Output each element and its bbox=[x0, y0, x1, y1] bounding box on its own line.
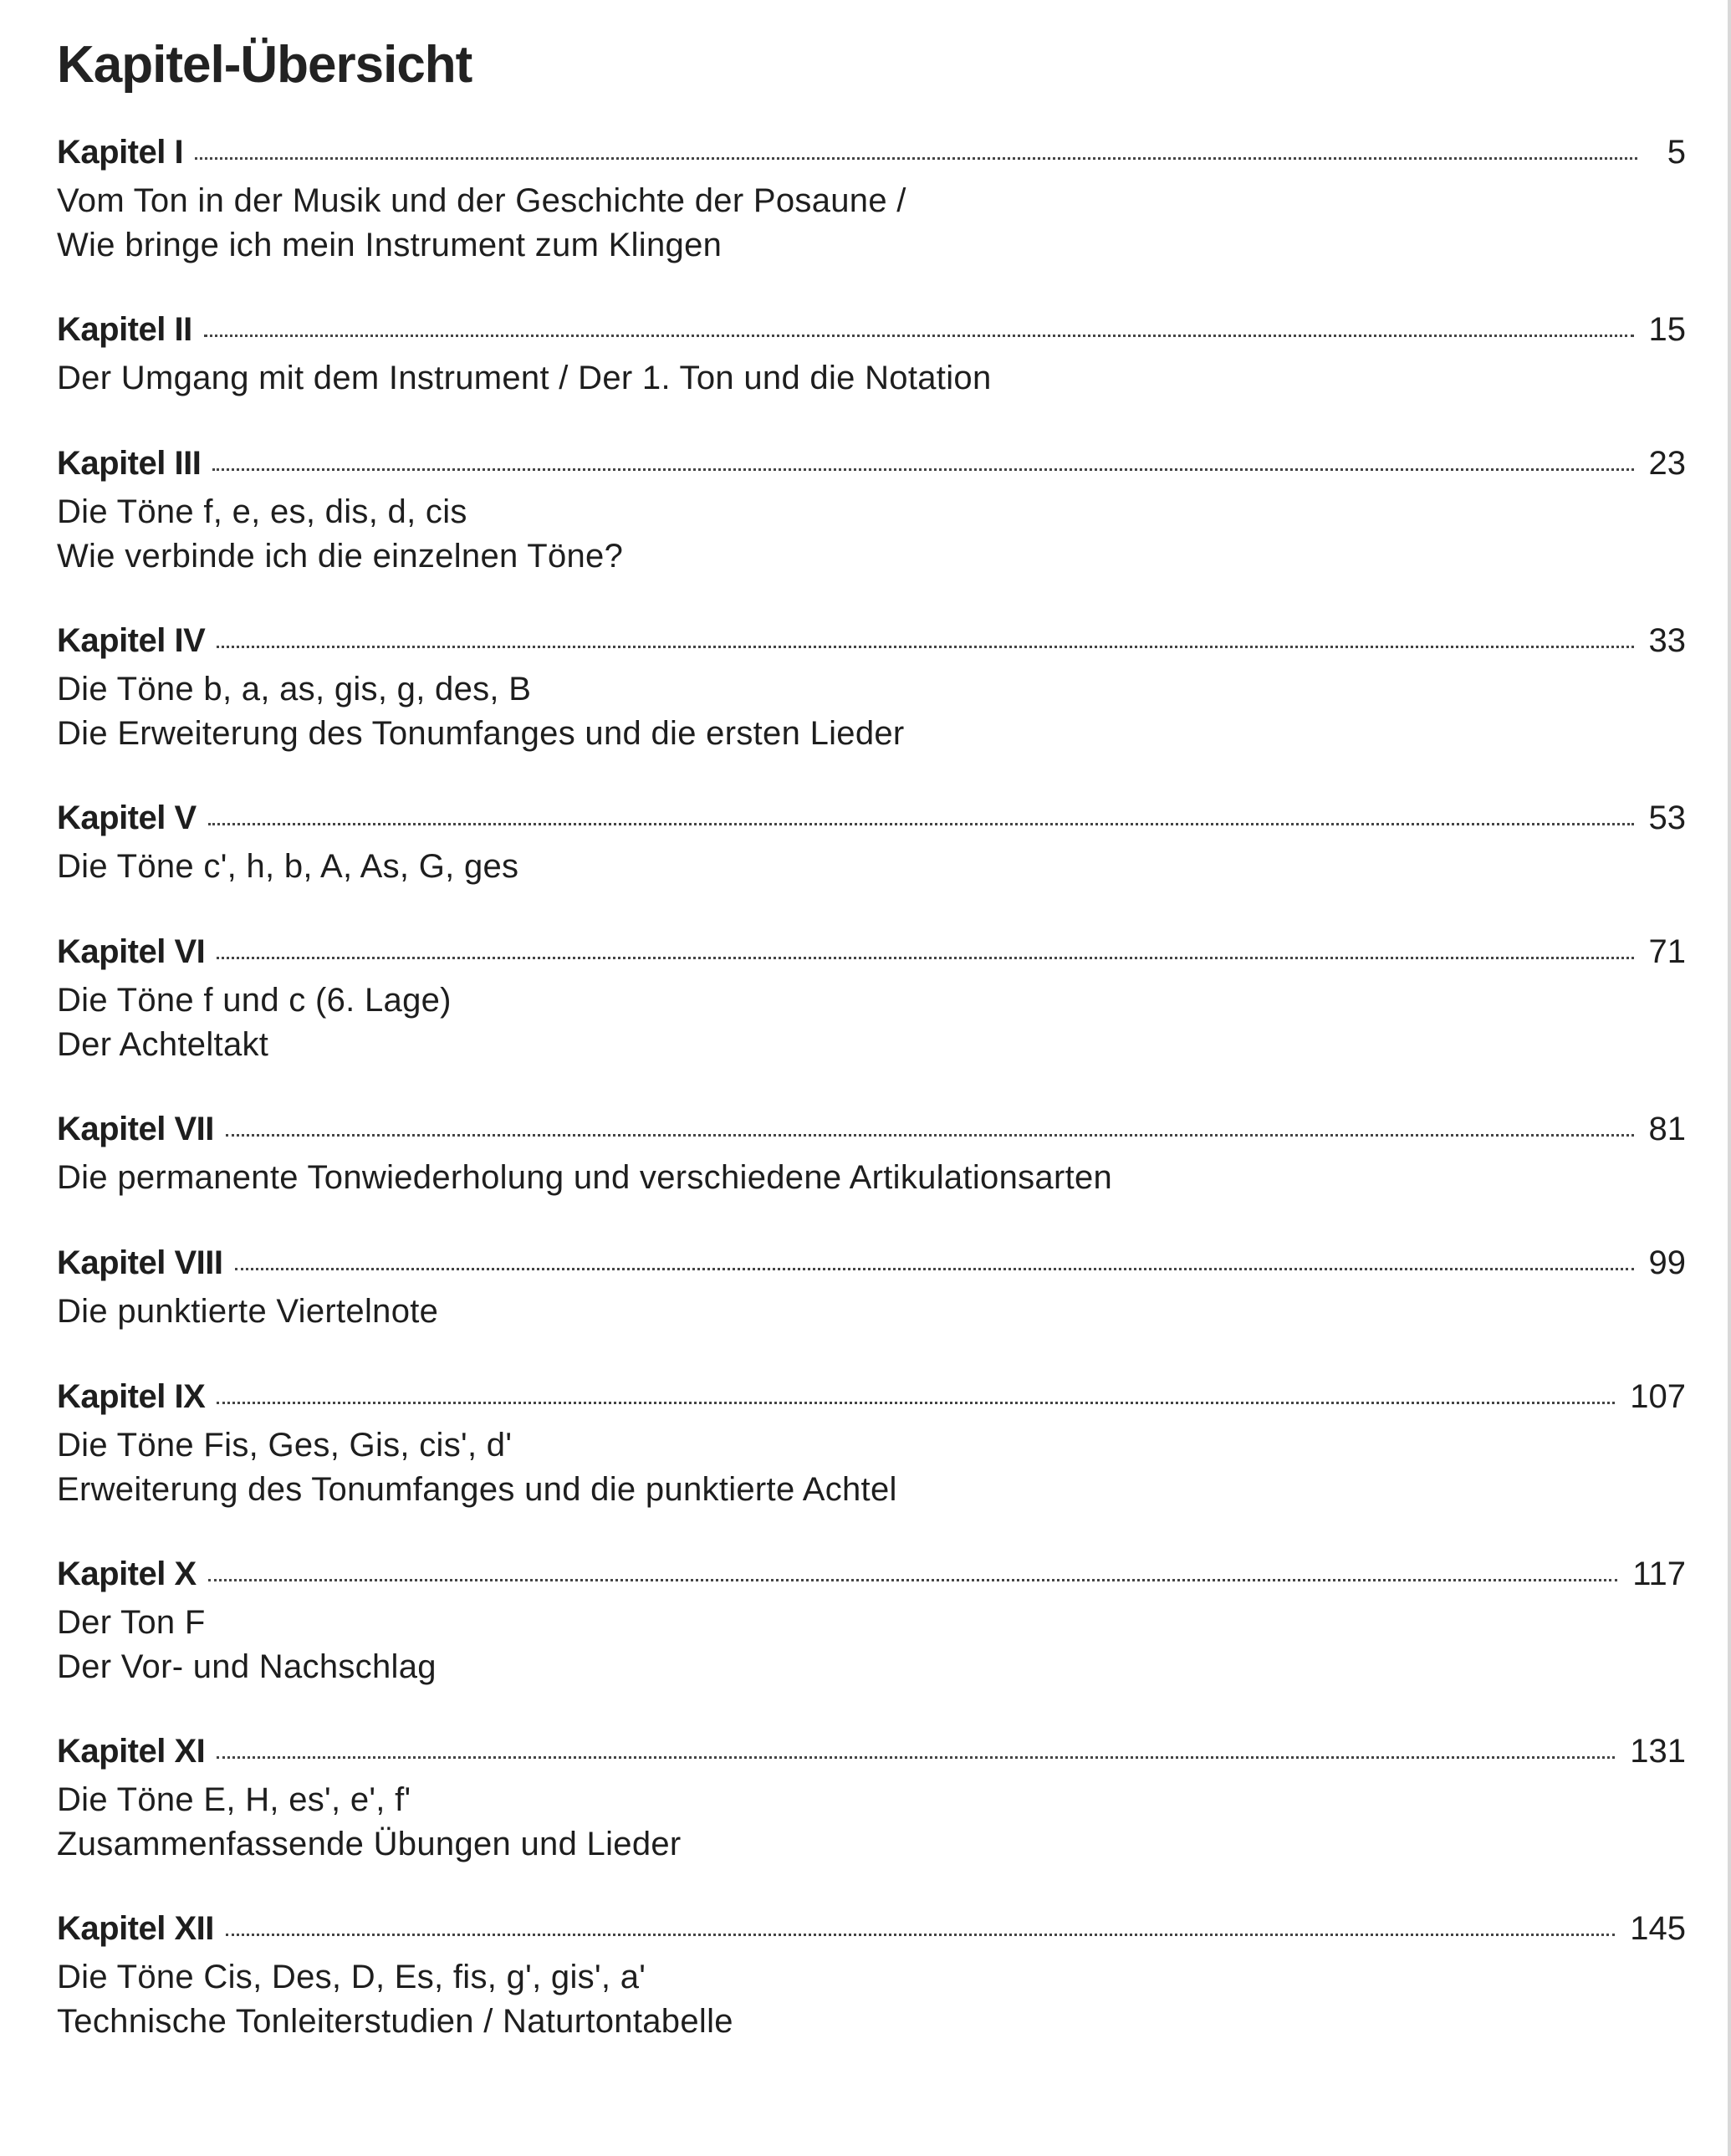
chapter-description-line: Vom Ton in der Musik und der Geschichte der Posaune / bbox=[57, 182, 906, 219]
dot-leader bbox=[208, 1579, 1618, 1581]
chapter-description-line: Der Vor- und Nachschlag bbox=[57, 1648, 437, 1685]
chapter-label: Kapitel VI bbox=[57, 933, 206, 970]
toc-entry-head bbox=[57, 311, 1686, 356]
page-number: 145 bbox=[1630, 1910, 1686, 1947]
chapter-description-line: Erweiterung des Tonumfanges und die punktierte Achtel bbox=[57, 1471, 897, 1508]
page-number: 99 bbox=[1648, 1244, 1686, 1281]
toc-entry-head bbox=[57, 445, 1686, 490]
chapter-label: Kapitel III bbox=[57, 445, 202, 482]
dot-leader bbox=[226, 1134, 1634, 1137]
chapter-description-line: Wie bringe ich mein Instrument zum Klingen bbox=[57, 227, 723, 263]
toc-entry-head bbox=[57, 800, 1686, 845]
toc-entry-11 bbox=[57, 1733, 1686, 1867]
chapter-description-line: Der Ton F bbox=[57, 1604, 206, 1641]
toc-entry-7 bbox=[57, 1111, 1686, 1200]
page-number: 53 bbox=[1648, 800, 1686, 836]
toc-entry-9 bbox=[57, 1378, 1686, 1512]
dot-leader bbox=[217, 1756, 1615, 1759]
chapter-label: Kapitel I bbox=[57, 134, 184, 171]
page-number: 33 bbox=[1648, 622, 1686, 659]
toc-entry-12 bbox=[57, 1910, 1686, 2044]
toc-entry-10 bbox=[57, 1556, 1686, 1689]
chapter-description-line: Wie verbinde ich die einzelnen Töne? bbox=[57, 538, 624, 575]
dot-leader bbox=[217, 646, 1633, 648]
chapter-label: Kapitel X bbox=[57, 1556, 197, 1592]
toc-entry-head bbox=[57, 1378, 1686, 1423]
chapter-description-line: Technische Tonleiterstudien / Naturtontabelle bbox=[57, 2003, 733, 2040]
dot-leader bbox=[204, 335, 1634, 337]
chapter-description-line: Die Töne c', h, b, A, As, G, ges bbox=[57, 848, 519, 885]
chapter-description-line: Der Umgang mit dem Instrument / Der 1. Ton und die Notation bbox=[57, 360, 992, 396]
chapter-label: Kapitel XI bbox=[57, 1733, 206, 1770]
page-number: 5 bbox=[1667, 134, 1686, 171]
toc-entry-5 bbox=[57, 800, 1686, 889]
dot-leader bbox=[226, 1934, 1615, 1936]
page-number: 81 bbox=[1648, 1111, 1686, 1147]
page-edge bbox=[1728, 0, 1731, 2156]
chapter-label: Kapitel II bbox=[57, 311, 192, 348]
chapter-label: Kapitel V bbox=[57, 800, 197, 836]
dot-leader bbox=[208, 823, 1634, 825]
chapter-description-line: Die Töne f und c (6. Lage) bbox=[57, 982, 452, 1019]
toc-entry-head bbox=[57, 622, 1686, 667]
page-number: 131 bbox=[1630, 1733, 1686, 1770]
dot-leader bbox=[212, 468, 1633, 471]
chapter-description-line: Die Töne Fis, Ges, Gis, cis', d' bbox=[57, 1427, 513, 1464]
page-number: 23 bbox=[1648, 445, 1686, 482]
chapter-description-line: Der Achteltakt bbox=[57, 1026, 269, 1063]
chapter-label: Kapitel VII bbox=[57, 1111, 214, 1147]
chapter-description-line: Die Erweiterung des Tonumfanges und die ersten Lieder bbox=[57, 715, 905, 752]
page-number: 117 bbox=[1632, 1556, 1686, 1592]
toc-entry-head bbox=[57, 1111, 1686, 1156]
toc-entry-head bbox=[57, 1910, 1686, 1955]
toc-entry-2 bbox=[57, 311, 1686, 401]
toc-entry-6 bbox=[57, 933, 1686, 1067]
toc-entry-1 bbox=[57, 134, 1686, 268]
page-number: 107 bbox=[1630, 1378, 1686, 1415]
toc-entry-head bbox=[57, 933, 1686, 978]
chapter-description-line: Die Töne b, a, as, gis, g, des, B bbox=[57, 671, 532, 708]
chapter-description-line: Die Töne Cis, Des, D, Es, fis, g', gis', a' bbox=[57, 1959, 646, 1995]
toc-entry-4 bbox=[57, 622, 1686, 756]
toc-entry-8 bbox=[57, 1244, 1686, 1334]
chapter-label: Kapitel IX bbox=[57, 1378, 206, 1415]
chapter-description-line: Die Töne f, e, es, dis, d, cis bbox=[57, 493, 467, 530]
dot-leader bbox=[217, 1402, 1615, 1404]
chapter-description-line: Die permanente Tonwiederholung und verschiedene Artikulationsarten bbox=[57, 1159, 1113, 1196]
toc-entry-head bbox=[57, 1556, 1686, 1601]
chapter-label: Kapitel VIII bbox=[57, 1244, 223, 1281]
toc-entry-head bbox=[57, 134, 1686, 179]
page-number: 15 bbox=[1648, 311, 1686, 348]
chapter-label: Kapitel XII bbox=[57, 1910, 214, 1947]
chapter-description-line: Zusammenfassende Übungen und Lieder bbox=[57, 1826, 682, 1862]
chapter-description-line: Die punktierte Viertelnote bbox=[57, 1293, 439, 1330]
toc-entry-head bbox=[57, 1733, 1686, 1778]
toc-entry-head bbox=[57, 1244, 1686, 1290]
chapter-description-line: Die Töne E, H, es', e', f' bbox=[57, 1781, 411, 1818]
dot-leader bbox=[217, 957, 1633, 959]
dot-leader bbox=[195, 157, 1637, 160]
page-title: Kapitel-Übersicht bbox=[57, 36, 472, 94]
page-number: 71 bbox=[1648, 933, 1686, 970]
chapter-label: Kapitel IV bbox=[57, 622, 206, 659]
toc-entry-3 bbox=[57, 445, 1686, 579]
dot-leader bbox=[235, 1268, 1634, 1270]
